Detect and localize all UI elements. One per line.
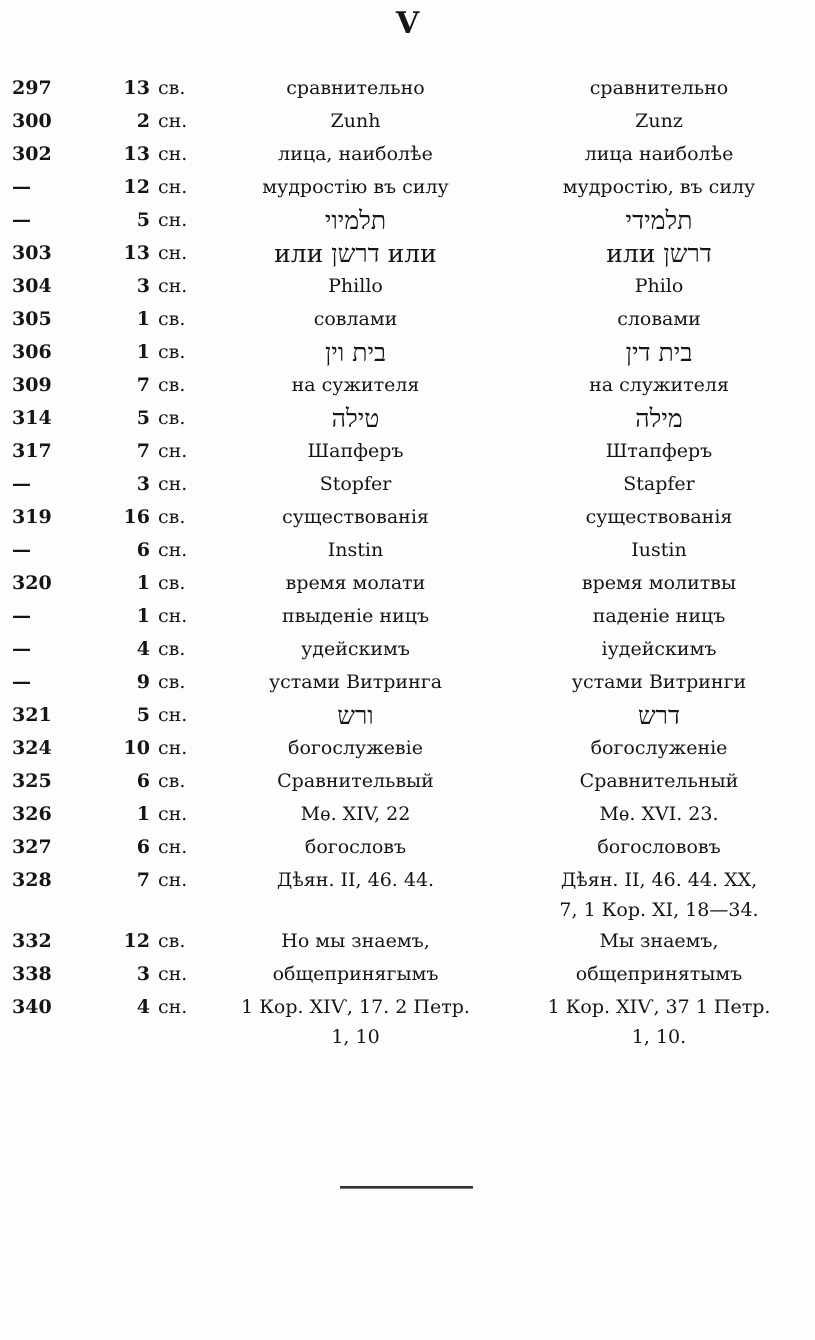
errata-table: [0, 72, 815, 1052]
misprint-text: Мѳ. XIV, 22: [300, 803, 411, 825]
misprint-text: богослужевіе: [288, 737, 423, 759]
line-ref: [78, 468, 208, 501]
misprint-text: сравнительно: [286, 77, 425, 99]
line-ref: [78, 105, 208, 138]
line-ref: [78, 666, 208, 699]
line-number: 4: [136, 996, 150, 1018]
line-number: 1: [136, 572, 150, 594]
line-ref: [78, 991, 208, 1024]
errata-row: [0, 303, 815, 336]
correction-text: паденіе ницъ: [592, 605, 726, 627]
correction-text: Philo: [634, 275, 684, 297]
page-ref: —: [12, 539, 31, 561]
line-number: 1: [136, 803, 150, 825]
page-ref: 300: [12, 110, 52, 132]
correction-text: на служителя: [589, 374, 729, 396]
line-number: 13: [123, 143, 150, 165]
line-direction: св.: [158, 77, 186, 99]
page-ref: 302: [12, 143, 52, 165]
errata-row: [0, 336, 815, 369]
correction-text: Дѣян. II, 46. 44. XX, 7, 1 Кор. XI, 18—34.: [559, 869, 759, 921]
line-direction: св.: [158, 506, 186, 528]
line-direction: св.: [158, 308, 186, 330]
misprint-text: устами Витринга: [268, 671, 443, 693]
line-direction: сн.: [158, 963, 188, 985]
correction-text: іудейскимъ: [601, 638, 717, 660]
correction-text: существованія: [585, 506, 733, 528]
line-ref: [78, 138, 208, 171]
page-ref: —: [12, 176, 31, 198]
line-direction: сн.: [158, 110, 188, 132]
errata-row: [0, 991, 815, 1052]
line-direction: св.: [158, 671, 186, 693]
line-direction: св.: [158, 374, 186, 396]
closing-rule: [340, 1186, 473, 1189]
correction-text: מילה: [635, 404, 683, 433]
errata-row: [0, 171, 815, 204]
line-number: 6: [136, 770, 150, 792]
line-number: 5: [136, 209, 150, 231]
page-ref: 328: [12, 869, 52, 891]
page-ref: 314: [12, 407, 52, 429]
misprint-text: лица, наиболѣе: [278, 143, 433, 165]
line-number: 1: [136, 341, 150, 363]
line-number: 1: [136, 605, 150, 627]
misprint-text: общепринягымъ: [272, 963, 439, 985]
page-ref: 340: [12, 996, 52, 1018]
line-number: 5: [136, 407, 150, 429]
errata-row: [0, 567, 815, 600]
line-direction: св.: [158, 407, 186, 429]
line-direction: сн.: [158, 275, 188, 297]
line-direction: сн.: [158, 440, 188, 462]
correction-text: Stapfer: [623, 473, 695, 495]
misprint-text: בית וין: [324, 338, 387, 367]
errata-row: [0, 237, 815, 270]
line-ref: [78, 270, 208, 303]
misprint-text: טילה: [331, 404, 380, 433]
page-ref: 319: [12, 506, 52, 528]
line-direction: сн.: [158, 473, 188, 495]
correction-text: сравнительно: [589, 77, 729, 99]
errata-row: [0, 105, 815, 138]
line-direction: св.: [158, 341, 186, 363]
page-ref: —: [12, 473, 31, 495]
page-ref: —: [12, 638, 31, 660]
errata-row: [0, 732, 815, 765]
errata-row: [0, 501, 815, 534]
line-direction: св.: [158, 638, 186, 660]
line-number: 6: [136, 836, 150, 858]
errata-row: [0, 369, 815, 402]
line-number: 6: [136, 539, 150, 561]
misprint-text: время молати: [285, 572, 426, 594]
line-number: 10: [123, 737, 150, 759]
correction-text: Сравнительный: [579, 770, 739, 792]
correction-text: Мы знаемъ,: [599, 930, 719, 952]
errata-row: [0, 633, 815, 666]
line-ref: [78, 732, 208, 765]
line-direction: сн.: [158, 836, 188, 858]
misprint-text: Сравнительвый: [277, 770, 434, 792]
line-number: 7: [136, 440, 150, 462]
line-ref: [78, 72, 208, 105]
line-number: 7: [136, 374, 150, 396]
page-ref: 338: [12, 963, 52, 985]
misprint-text: совлами: [313, 308, 398, 330]
correction-text: Штапферъ: [605, 440, 713, 462]
page-ref: —: [12, 671, 31, 693]
page-ref: 325: [12, 770, 52, 792]
line-ref: [78, 699, 208, 732]
line-number: 9: [136, 671, 150, 693]
line-ref: [78, 402, 208, 435]
page-ref: 327: [12, 836, 52, 858]
line-ref: [78, 600, 208, 633]
misprint-text: на сужителя: [291, 374, 420, 396]
line-number: 7: [136, 869, 150, 891]
correction-text: דרש: [637, 701, 680, 730]
correction-text: словами: [617, 308, 701, 330]
line-number: 3: [136, 473, 150, 495]
misprint-text: ורש: [337, 701, 374, 730]
line-direction: св.: [158, 572, 186, 594]
line-direction: сн.: [158, 176, 188, 198]
errata-row: [0, 699, 815, 732]
errata-row: [0, 534, 815, 567]
misprint-text: Stopfer: [319, 473, 392, 495]
errata-row: [0, 798, 815, 831]
misprint-text: богословъ: [304, 836, 407, 858]
misprint-text: существованія: [282, 506, 429, 528]
line-ref: [78, 303, 208, 336]
line-number: 4: [136, 638, 150, 660]
correction-text: Iustin: [631, 539, 687, 561]
misprint-text: Instin: [327, 539, 384, 561]
correction-text: общепринятымъ: [575, 963, 743, 985]
line-number: 2: [136, 110, 150, 132]
correction-text: בית דין: [625, 338, 693, 367]
errata-row: [0, 468, 815, 501]
line-direction: сн.: [158, 209, 188, 231]
page-ref: 306: [12, 341, 52, 363]
line-ref: [78, 204, 208, 237]
errata-row: [0, 831, 815, 864]
page-ref: —: [12, 605, 31, 627]
line-number: 1: [136, 308, 150, 330]
correction-text: богослуженіе: [590, 737, 728, 759]
page-ref: 303: [12, 242, 52, 264]
line-ref: [78, 171, 208, 204]
line-number: 13: [123, 242, 150, 264]
line-number: 12: [123, 176, 150, 198]
line-ref: [78, 958, 208, 991]
page-ref: 332: [12, 930, 52, 952]
page-ref: 309: [12, 374, 52, 396]
correction-text: תלמידי: [625, 206, 693, 235]
page-ref: 305: [12, 308, 52, 330]
errata-row: [0, 666, 815, 699]
line-direction: сн.: [158, 869, 188, 891]
line-ref: [78, 765, 208, 798]
errata-row: [0, 600, 815, 633]
line-direction: сн.: [158, 704, 188, 726]
line-ref: [78, 925, 208, 958]
page-ref: 317: [12, 440, 52, 462]
correction-text: лица наиболѣе: [584, 143, 734, 165]
page-ref: 321: [12, 704, 52, 726]
errata-row: [0, 204, 815, 237]
line-ref: [78, 798, 208, 831]
misprint-text: Дѣян. II, 46. 44.: [276, 869, 435, 891]
errata-row: [0, 925, 815, 958]
line-number: 16: [123, 506, 150, 528]
errata-row: [0, 72, 815, 105]
line-direction: св.: [158, 930, 186, 952]
page-ref: 304: [12, 275, 52, 297]
errata-row: [0, 435, 815, 468]
errata-row: [0, 958, 815, 991]
errata-row: [0, 765, 815, 798]
misprint-text: или דרשן или: [274, 239, 437, 268]
correction-text: или דרשן: [606, 239, 712, 268]
misprint-text: мудростію въ силу: [262, 176, 449, 198]
line-direction: сн.: [158, 242, 188, 264]
correction-text: устами Витринги: [571, 671, 747, 693]
correction-text: богослововъ: [597, 836, 721, 858]
correction-text: Мѳ. XVI. 23.: [599, 803, 719, 825]
line-number: 13: [123, 77, 150, 99]
page-ref: 326: [12, 803, 52, 825]
line-number: 3: [136, 963, 150, 985]
errata-row: [0, 138, 815, 171]
line-direction: сн.: [158, 605, 188, 627]
misprint-text: תלמיוי: [324, 206, 387, 235]
page-number: V: [395, 6, 420, 41]
line-number: 12: [123, 930, 150, 952]
misprint-text: Zunh: [330, 110, 381, 132]
page-ref: —: [12, 209, 31, 231]
errata-row: [0, 864, 815, 925]
correction-text: время молитвы: [581, 572, 737, 594]
line-direction: сн.: [158, 539, 188, 561]
misprint-text: удейскимъ: [301, 638, 410, 660]
line-direction: сн.: [158, 803, 188, 825]
line-ref: [78, 501, 208, 534]
line-ref: [78, 336, 208, 369]
page-ref: 324: [12, 737, 52, 759]
line-direction: св.: [158, 770, 186, 792]
line-number: 3: [136, 275, 150, 297]
line-ref: [78, 435, 208, 468]
line-number: 5: [136, 704, 150, 726]
correction-text: Zunz: [635, 110, 683, 132]
correction-text: мудростію, въ силу: [562, 176, 756, 198]
correction-text: 1 Кор. XIѴ, 37 1 Петр. 1, 10.: [547, 996, 771, 1048]
line-ref: [78, 369, 208, 402]
line-direction: сн.: [158, 143, 188, 165]
line-ref: [78, 633, 208, 666]
line-ref: [78, 567, 208, 600]
page-ref: 320: [12, 572, 52, 594]
misprint-text: Phillo: [328, 275, 383, 297]
misprint-text: Шапферъ: [307, 440, 404, 462]
misprint-text: Но мы знаемъ,: [281, 930, 430, 952]
page-ref: 297: [12, 77, 52, 99]
line-ref: [78, 237, 208, 270]
errata-row: [0, 270, 815, 303]
line-ref: [78, 864, 208, 897]
misprint-text: 1 Кор. XIѴ, 17. 2 Петр. 1, 10: [241, 996, 470, 1048]
line-ref: [78, 831, 208, 864]
line-direction: сн.: [158, 737, 188, 759]
line-ref: [78, 534, 208, 567]
errata-row: [0, 402, 815, 435]
line-direction: сн.: [158, 996, 188, 1018]
misprint-text: пвыденіе ницъ: [281, 605, 430, 627]
